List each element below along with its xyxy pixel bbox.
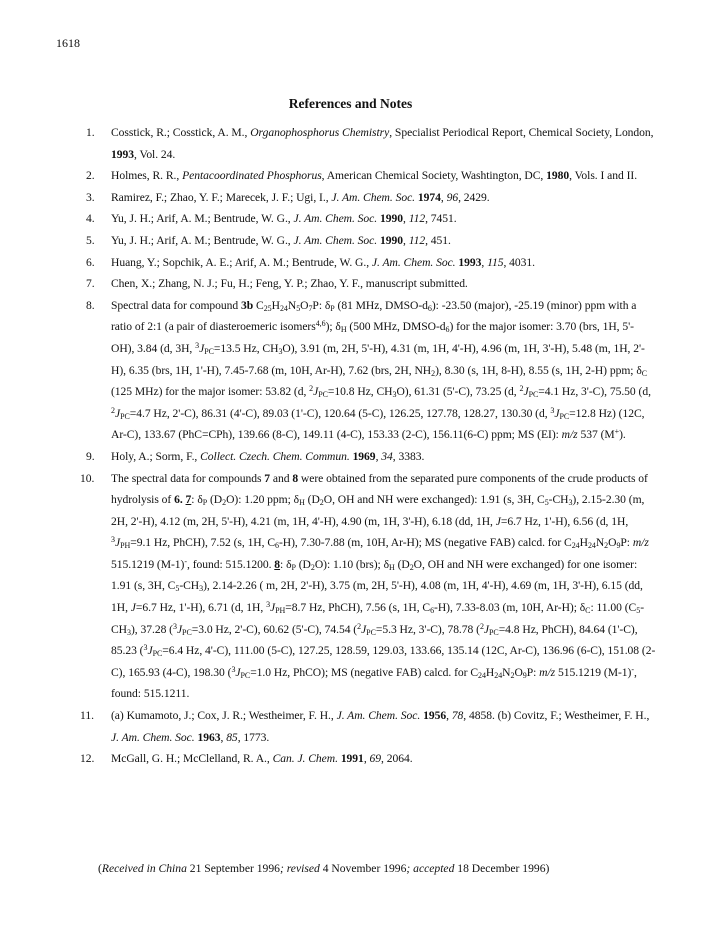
revised-label: revised [286,862,320,875]
page-number: 1618 [56,36,80,50]
reference-number: 8. [86,298,95,312]
reference-number: 9. [86,449,95,463]
reference-number: 1. [86,126,95,139]
reference-item [80,748,656,770]
received-date: 21 September 1996 [189,862,280,875]
reference-number: 10. [80,471,95,485]
reference-number: 4. [86,212,95,226]
reference-number: 3. [86,190,95,204]
reference-number: 5. [86,233,95,247]
reference-number: 6. [86,255,95,269]
received-note: (Received in China 21 September 1996; revised 4 November 1996; accepted 18 December 1996) [98,862,550,875]
reference-text: McGall, G. H.; McClelland, R. A., Can. J. Chem. 1991, 69, 2064. [111,752,413,766]
reference-item [86,252,656,274]
reference-text: The spectral data for compounds 7 and 8 were obtained from the separated pure components of the crude products of hydrolysis of 6. 7: $\delta_P$ $(D_2O)$: 1.20 ppm; $\delta_H$ ($D_2O$, OH and NH were exchanged): 1.91 (s, 3H, $C_5-CH_3$), 2.15-2.30 (m, 2H, 2'-H), 4.12 (m, 2H, 5'-H), 4.21 (m, 1H, 4'-H), 4.90 (m, 1H, 3'-H), 6.18 (dd, 1H, J=6.7 Hz, 1'-H), 6.56 (d, 1H, $^3J_{PH}=9.1$ Hz, PhCH), 7.52 (s, 1H, $C_6-H$), 7.30-7.88 (m, 10H, Ar-H); MS (negative FAB) calcd. for $C_{24}H_{24}N_2O_9P$: m/z 515.1219 (M-1)-, found: 515.1200. 8: $\delta_P$ $(D_2O)$: 1.10 (brs); $\delta_H$ ($D_2O$, OH and NH were exchanged) for one isomer: 1.91 (s, 3H, $C_5-CH_3$), 2.14-2.26 ( m, 2H, 2'-H), 3.75 (m, 2H, 5'-H), 4.08 (m, 1H, 4'-H), 4.69 (m, 1H, 3'-H), 6.15 (dd, 1H, J=6.7 Hz, 1'-H), 6.71 (d, 1H, $^3J_{PH}=8.7$ Hz, PhCH), 7.56 (s, 1H, $C_6-H$), 7.33-8.03 (m, 10H, Ar-H); $\delta_C$: 11.00 $(C_5-CH_3)$, 37.28 ($^3J_{PC}=3.0$ Hz, 2'-C), 60.62 (5'-C), 74.54 ($^2J_{PC}=5.3$ Hz, 3'-C), 78.78 ($^2J_{PC}=4.8$ Hz, PhCH), 84.64 (1'-C), 85.23 ($^3J_{PC}=6.4$ Hz, 4'-C), 111.00 (5-C), 127.25, 128.59, 129.03, 133.66, 135.14 (12C, Ar-C), 136.96 (6-C), 151.08 (2-C), 165.93 (4-C), 198.30 ($^3J_{PC}=1.0$ Hz, PhCO); MS (negative FAB) calcd. for $C_{24}H_{24}N_2O_9P$: m/z 515.1219 (M-1)-, found: 515.1211. [111,471,656,701]
reference-text: Ramirez, F.; Zhao, Y. F.; Marecek, J. F.; Ugi, I., J. Am. Chem. Soc. 1974, 96, 2429. [111,190,490,204]
reference-number: 12. [80,752,95,766]
reference-text: Yu, J. H.; Arif, A. M.; Bentrude, W. G., J. Am. Chem. Soc. 1990, 112, 7451. [111,212,457,226]
reference-text: Yu, J. H.; Arif, A. M.; Bentrude, W. G., J. Am. Chem. Soc. 1990, 112, 451. [111,233,451,247]
reference-text: Chen, X.; Zhang, N. J.; Fu, H.; Feng, Y. P.; Zhao, Y. F., manuscript submitted. [111,277,468,291]
reference-item [86,208,656,230]
reference-item [80,705,656,748]
reference-text: Huang, Y.; Sopchik, A. E.; Arif, A. M.; Bentrude, W. G., J. Am. Chem. Soc. 1993, 115, 4031. [111,255,536,269]
reference-text: (a) Kumamoto, J.; Cox, J. R.; Westheimer, F. H., J. Am. Chem. Soc. 1956, 78, 4858. (b) Covitz, F.; Westheimer, F. H., J. Am. Chem. Soc. 1963, 85, 1773. [111,709,650,744]
reference-text: Spectral data for compound 3b $C_{25}H_{24}N_5O_7P$: $\delta_P$ (81 MHz, DMSO-$d_6$): -23.50 (major), -25.19 (minor) ppm with a ratio of 2:1 (a pair of diasteroemeric isomers$^{4,6}$); $\delta_H$ (500 MHz, DMSO-$d_6$) for the major isomer: 3.70 (brs, 1H, 5'-OH), 3.84 (d, 3H, $^3J_{PC}=13.5$ Hz, $CH_3O$), 3.91 (m, 2H, 5'-H), 4.31 (m, 1H, 4'-H), 4.96 (m, 1H, 3'-H), 5.48 (m, 1H, 2'-H), 6.35 (brs, 1H, 1'-H), 7.45-7.68 (m, 10H, Ar-H), 7.62 (brs, 2H, $NH_2$), 8.30 (s, 1H, 8-H), 8.55 (s, 1H, 2-H) ppm; $\delta_C$ (125 MHz) for the major isomer: 53.82 (d, $^2J_{PC}=10.8$ Hz, $CH_3O$), 61.31 (5'-C), 73.25 (d, $^2J_{PC}=4.1$ Hz, 3'-C), 75.50 (d, $^2J_{PC}=4.7$ Hz, 2'-C), 86.31 (4'-C), 89.03 (1'-C), 120.64 (5-C), 126.25, 127.78, 128.27, 130.30 (d, $^3J_{PC}=12.8$ Hz) (12C, Ar-C), 133.67 (PhC=CPh), 139.66 (8-C), 149.11 (4-C), 153.33 (2-C), 156.11(6-C) ppm; MS (EI): m/z 537 (M+). [111,298,651,442]
reference-item [86,122,656,165]
reference-item [86,165,656,187]
reference-text: Cosstick, R.; Cosstick, A. M., Organophosphorus Chemistry, Specialist Periodical Report, Chemical Society, London, 1993, Vol. 24. [111,126,654,161]
received-label: Received in China [101,862,187,875]
revised-date: 4 November 1996 [322,862,407,875]
reference-text: Holy, A.; Sorm, F., Collect. Czech. Chem. Commun. 1969, 34, 3383. [111,449,425,463]
reference-number: 2. [86,169,95,183]
reference-item [80,468,656,706]
accepted-date: 18 December 1996 [457,862,546,875]
reference-text: Holmes, R. R., Pentacoordinated Phosphorus, American Chemical Society, Washtington, DC, 1980, Vols. I and II. [111,169,638,183]
section-title: References and Notes [288,96,413,111]
accepted-label: accepted [413,862,455,875]
reference-number: 11. [80,709,94,723]
reference-list [80,122,656,770]
reference-item [86,230,656,252]
reference-item [86,187,656,209]
reference-item [86,446,656,468]
reference-item [86,273,656,295]
reference-item [86,295,656,446]
reference-number: 7. [86,277,95,291]
